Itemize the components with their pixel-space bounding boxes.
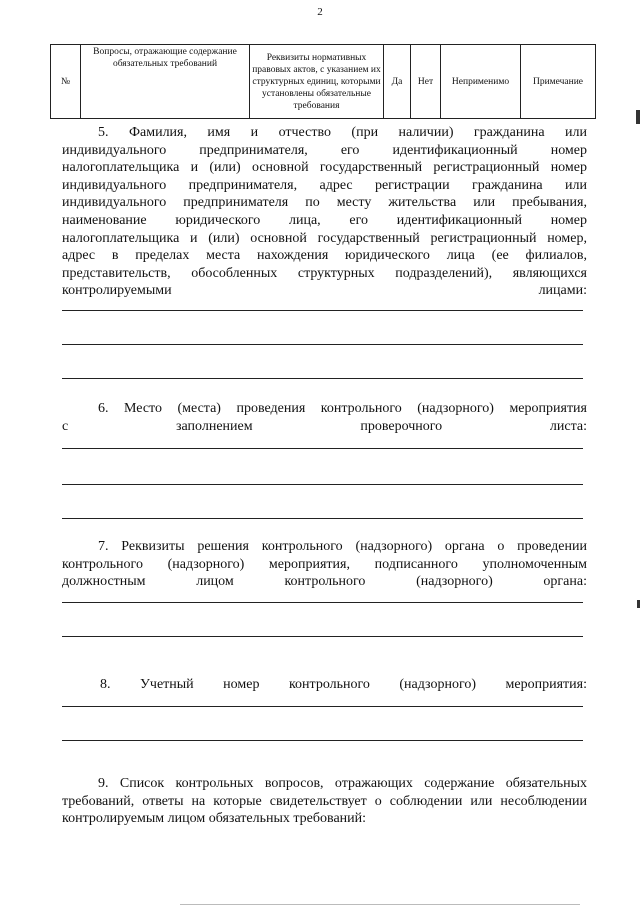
header-questions: Вопросы, отражающие содержание обязательных требований bbox=[81, 45, 250, 119]
item-6-word: с bbox=[62, 418, 69, 434]
item-6-text bbox=[62, 400, 587, 435]
item-6-word: заполнением bbox=[175, 418, 253, 434]
item-6-word: проверочного bbox=[360, 418, 443, 434]
header-yes: Да bbox=[384, 45, 411, 119]
item-7-fill-line-1[interactable] bbox=[62, 602, 583, 603]
header-note: Примечание bbox=[521, 45, 596, 119]
item-6-fill-line-1[interactable] bbox=[62, 448, 583, 449]
item-7-line: контрольного (надзорного) мероприятия, подписанного уполномоченным bbox=[62, 556, 587, 572]
item-6-line bbox=[62, 418, 587, 436]
item-8-word: мероприятия: bbox=[505, 677, 587, 692]
item-8-fill-line-1[interactable] bbox=[62, 706, 583, 707]
item-6-line: 6. Место (места) проведения контрольного (надзорного) мероприятия bbox=[98, 401, 587, 416]
item-6-word: листа: bbox=[549, 418, 587, 434]
item-8-word: (надзорного) bbox=[399, 677, 477, 692]
item-9-text bbox=[62, 775, 587, 828]
item-7-word: должностным bbox=[62, 574, 146, 590]
item-5-line: налогоплательщика и (или) основной государственный регистрационный номер bbox=[62, 160, 587, 176]
item-7-fill-line-2[interactable] bbox=[62, 636, 583, 637]
item-8-word: Учетный bbox=[139, 677, 194, 692]
item-5-line: представительств, обособленных структурных подразделений), являющихся bbox=[62, 265, 587, 281]
item-8-word: контрольного bbox=[288, 677, 370, 692]
item-5-fill-line-3[interactable] bbox=[62, 378, 583, 379]
header-no: Нет bbox=[411, 45, 441, 119]
checklist-header-table bbox=[50, 44, 596, 119]
item-5-line: индивидуального предпринимателя, его идентификационный номер bbox=[62, 142, 587, 158]
item-5-line: налогоплательщика и (или) основной государственный регистрационный номер, bbox=[62, 230, 587, 246]
scan-edge-mark bbox=[636, 110, 640, 124]
item-5-line: индивидуального предпринимателя, адрес регистрации гражданина или bbox=[62, 177, 587, 193]
item-8-word: номер bbox=[223, 677, 260, 692]
item-5-line: индивидуального предпринимателя по месту жительства или пребывания, bbox=[62, 195, 587, 211]
item-5-text bbox=[62, 124, 587, 300]
item-7-line bbox=[62, 573, 587, 591]
item-5-fill-line-2[interactable] bbox=[62, 344, 583, 345]
item-7-line: 7. Реквизиты решения контрольного (надзорного) органа о проведении bbox=[98, 539, 587, 554]
header-not-applicable: Неприменимо bbox=[441, 45, 521, 119]
header-requisites: Реквизиты нормативных правовых актов, с указанием их структурных единиц, которыми установлены обязательные требования bbox=[250, 45, 384, 119]
item-9-line: контролируемым лицом обязательных требований: bbox=[62, 811, 367, 827]
item-6-fill-line-2[interactable] bbox=[62, 484, 583, 485]
item-8-fill-line-2[interactable] bbox=[62, 740, 583, 741]
item-6-fill-line-3[interactable] bbox=[62, 518, 583, 519]
item-8-word: 8. bbox=[100, 677, 111, 692]
item-5-fill-line-1[interactable] bbox=[62, 310, 583, 311]
item-5-word: лицами: bbox=[538, 283, 587, 299]
header-number: № bbox=[51, 45, 81, 119]
item-8-text bbox=[100, 676, 587, 694]
item-7-word: (надзорного) bbox=[416, 574, 493, 590]
page-number: 2 bbox=[317, 6, 323, 18]
item-9-line: 9. Список контрольных вопросов, отражающих содержание обязательных bbox=[98, 776, 587, 791]
item-7-word: органа: bbox=[543, 574, 587, 590]
item-5-line: наименование юридического лица, его идентификационный номер bbox=[62, 212, 587, 228]
item-5-line: адрес в пределах места нахождения юридического лица (ее филиалов, bbox=[62, 248, 587, 264]
item-7-word: лицом bbox=[196, 574, 234, 590]
item-5-line bbox=[62, 282, 587, 300]
item-7-text bbox=[62, 538, 587, 591]
item-5-line: 5. Фамилия, имя и отчество (при наличии) гражданина или bbox=[98, 125, 587, 140]
item-5-word: контролируемыми bbox=[62, 283, 172, 299]
item-9-line: требований, ответы на которые свидетельствует о соблюдении или несоблюдении bbox=[62, 793, 587, 809]
item-7-word: контрольного bbox=[284, 574, 366, 590]
item-8-line bbox=[100, 676, 587, 694]
